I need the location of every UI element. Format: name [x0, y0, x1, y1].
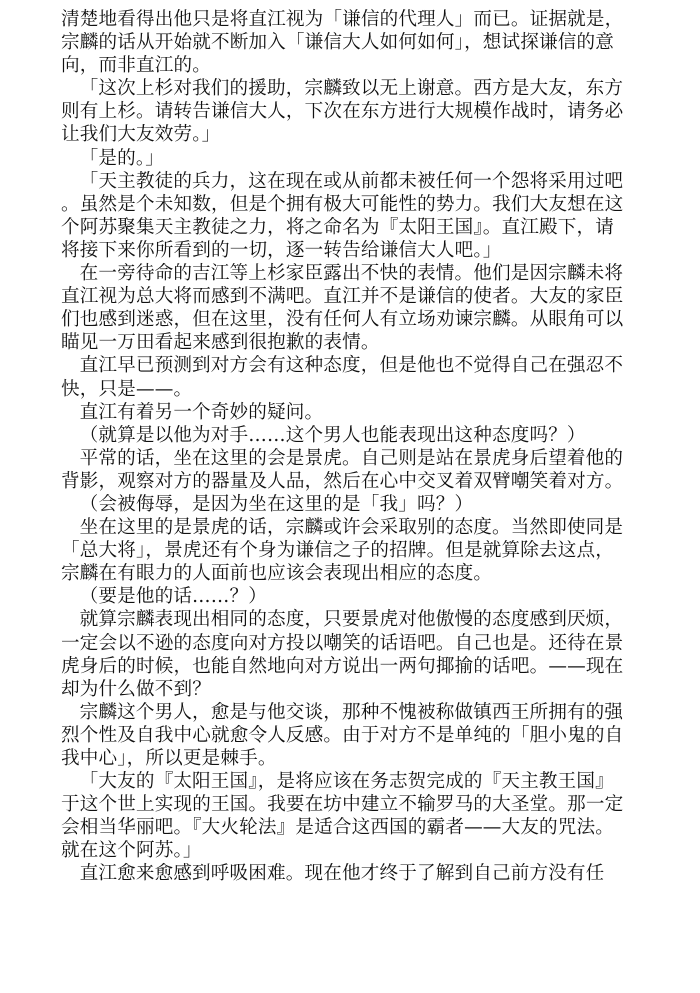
- paragraph-16: 直江愈来愈感到呼吸困难。现在他才终于了解到自己前方没有任: [79, 863, 605, 885]
- document-page: [61, 8, 627, 886]
- paragraph-9: 平常的话，坐在这里的会是景虎。自己则是站在景虎身后望着他的背影，观察对方的器量及人品，然后在心中交叉着双臂嘲笑着对方。: [61, 447, 624, 492]
- paragraph-4: 「天主教徒的兵力，这在现在或从前都未被任何一个怨将采用过吧。虽然是个未知数，但是个拥有极大可能性的势力。我们大友想在这个阿苏聚集天主教徒之力，将之命名为『太阳王国』。直江殿下，请将接下来你所看到的一切，逐一转告给谦信大人吧。」: [61, 170, 624, 261]
- paragraph-13: 就算宗麟表现出相同的态度，只要景虎对他傲慢的态度感到厌烦，一定会以不逊的态度向对方投以嘲笑的话语吧。自己也是。还待在景虎身后的时候，也能自然地向对方说出一两句揶揄的话吧。——现在却为什么做不到？: [61, 609, 624, 700]
- paragraph-11: 坐在这里的是景虎的话，宗麟或许会采取别的态度。当然即使同是「总大将」，景虎还有个身为谦信之子的招牌。但是就算除去这点，宗麟在有眼力的人面前也应该会表现出相应的态度。: [61, 517, 624, 585]
- paragraph-5: 在一旁待命的吉江等上杉家臣露出不快的表情。他们是因宗麟未将直江视为总大将而感到不满吧。直江并不是谦信的使者。大友的家臣们也感到迷惑，但在这里，没有任何人有立场劝谏宗麟。从眼角可以瞄见一万田看起来感到很抱歉的表情。: [61, 263, 624, 354]
- paragraph-10: （会被侮辱，是因为坐在这里的是「我」吗？）: [79, 493, 474, 515]
- paragraph-8: （就算是以他为对手……这个男人也能表现出这种态度吗？）: [79, 424, 586, 446]
- paragraph-12: （要是他的话……？）: [79, 586, 268, 608]
- paragraph-7: 直江有着另一个奇妙的疑问。: [79, 401, 324, 423]
- paragraph-15: 「大友的『太阳王国』，是将应该在务志贺完成的『天主教王国』于这个世上实现的王国。我要在坊中建立不输罗马的大圣堂。那一定会相当华丽吧。『大火轮法』是适合这西国的霸者——大友的咒法。就在这个阿苏。」: [61, 771, 624, 862]
- paragraph-3: 「是的。」: [79, 147, 165, 169]
- paragraph-6: 直江早已预测到对方会有这种态度，但是他也不觉得自己在强忍不快，只是——。: [61, 355, 624, 400]
- paragraph-14: 宗麟这个男人，愈是与他交谈，那种不愧被称做镇西王所拥有的强烈个性及自我中心就愈令人反感。由于对方不是单纯的「胆小鬼的自我中心」，所以更是棘手。: [61, 701, 624, 769]
- paragraph-2: 「这次上杉对我们的援助，宗麟致以无上谢意。西方是大友，东方则有上杉。请转告谦信大人，下次在东方进行大规模作战时，请务必让我们大友效劳。」: [61, 78, 624, 146]
- paragraph-1: 清楚地看得出他只是将直江视为「谦信的代理人」而已。证据就是，宗麟的话从开始就不断加入「谦信大人如何如何」，想试探谦信的意向，而非直江的。: [61, 9, 624, 77]
